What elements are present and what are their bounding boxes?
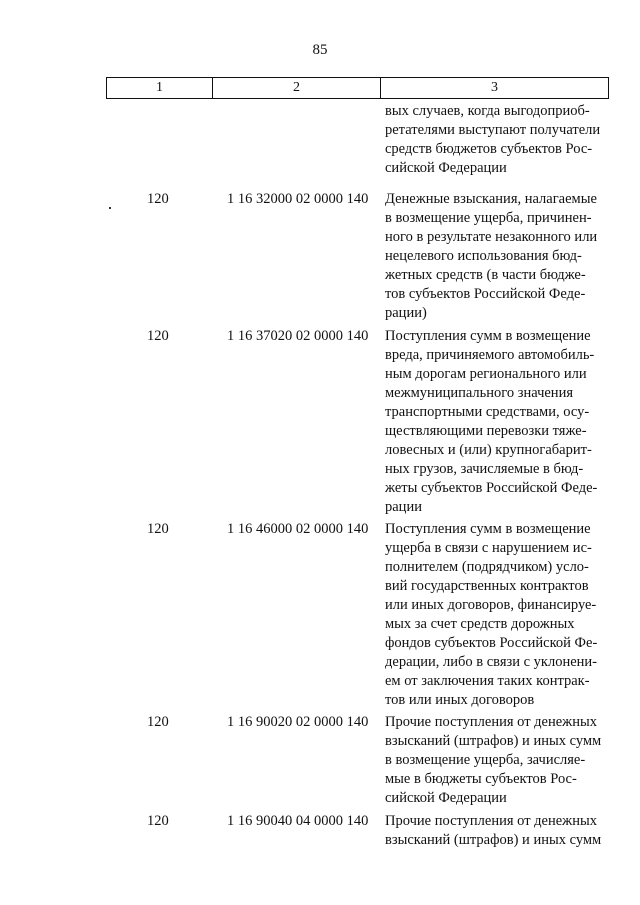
desc-line: ущерба в связи с нарушением ис-	[385, 540, 592, 556]
admin-code: 120	[147, 328, 169, 344]
admin-code: 120	[147, 521, 169, 537]
desc-line: средств бюджетов субъектов Рос-	[385, 141, 593, 157]
desc-line: вий государственных контрактов	[385, 578, 589, 594]
admin-code: 120	[147, 191, 169, 207]
desc-line: нецелевого использования бюд-	[385, 248, 582, 264]
desc-line: в возмещение ущерба, зачисляе-	[385, 752, 586, 768]
desc-line: дерации, либо в связи с уклонени-	[385, 654, 598, 670]
desc-line: Денежные взыскания, налагаемые	[385, 191, 597, 207]
desc-line: межмуниципального значения	[385, 385, 573, 401]
budget-classification-code: 1 16 32000 02 0000 140	[227, 191, 369, 207]
desc-line: мых за счет средств дорожных	[385, 616, 575, 632]
desc-line: ного в результате незаконного или	[385, 229, 598, 245]
desc-line: рации)	[385, 305, 427, 321]
desc-line: Поступления сумм в возмещение	[385, 328, 591, 344]
budget-classification-code: 1 16 46000 02 0000 140	[227, 521, 369, 537]
desc-line: ем от заключения таких контрак-	[385, 673, 590, 689]
income-description	[385, 327, 615, 517]
desc-line: тов или иных договоров	[385, 692, 535, 708]
budget-classification-code: 1 16 37020 02 0000 140	[227, 328, 369, 344]
desc-line: рации	[385, 499, 422, 515]
desc-line: жетных средств (в части бюдже-	[385, 267, 586, 283]
desc-line: ретателями выступают получатели	[385, 122, 601, 138]
income-description	[385, 812, 615, 850]
income-description	[385, 713, 615, 808]
header-col-1: 1	[107, 78, 213, 98]
table-header	[106, 77, 609, 99]
desc-line: Прочие поступления от денежных	[385, 714, 597, 730]
desc-line: транспортными средствами, осу-	[385, 404, 590, 420]
desc-line: или иных договоров, финансируе-	[385, 597, 597, 613]
desc-line: вреда, причиняемого автомобиль-	[385, 347, 595, 363]
scan-mark	[109, 207, 111, 209]
income-description	[385, 520, 615, 710]
page-number: 85	[312, 42, 328, 58]
continuation-description	[385, 102, 615, 178]
header-col-3: 3	[491, 80, 498, 95]
desc-line: жеты субъектов Российской Феде-	[385, 480, 598, 496]
desc-line: ным дорогам регионального или	[385, 366, 587, 382]
income-description	[385, 190, 615, 323]
desc-line: в возмещение ущерба, причинен-	[385, 210, 592, 226]
desc-line: вых случаев, когда выгодоприоб-	[385, 103, 590, 119]
desc-line: ных грузов, зачисляемые в бюд-	[385, 461, 584, 477]
header-col-2: 2	[213, 78, 381, 98]
budget-classification-code: 1 16 90020 02 0000 140	[227, 714, 369, 730]
desc-line: Поступления сумм в возмещение	[385, 521, 591, 537]
desc-line: фондов субъектов Российской Фе-	[385, 635, 598, 651]
admin-code: 120	[147, 714, 169, 730]
budget-classification-code: 1 16 90040 04 0000 140	[227, 813, 369, 829]
desc-line: взысканий (штрафов) и иных сумм	[385, 832, 602, 848]
desc-line: мые в бюджеты субъектов Рос-	[385, 771, 577, 787]
desc-line: тов субъектов Российской Феде-	[385, 286, 586, 302]
desc-line: взысканий (штрафов) и иных сумм	[385, 733, 602, 749]
desc-line: ществляющими перевозки тяже-	[385, 423, 587, 439]
desc-line: полнителем (подрядчиком) усло-	[385, 559, 589, 575]
desc-line: сийской Федерации	[385, 790, 507, 806]
desc-line: сийской Федерации	[385, 160, 507, 176]
admin-code: 120	[147, 813, 169, 829]
desc-line: Прочие поступления от денежных	[385, 813, 597, 829]
desc-line: ловесных и (или) крупногабарит-	[385, 442, 592, 458]
